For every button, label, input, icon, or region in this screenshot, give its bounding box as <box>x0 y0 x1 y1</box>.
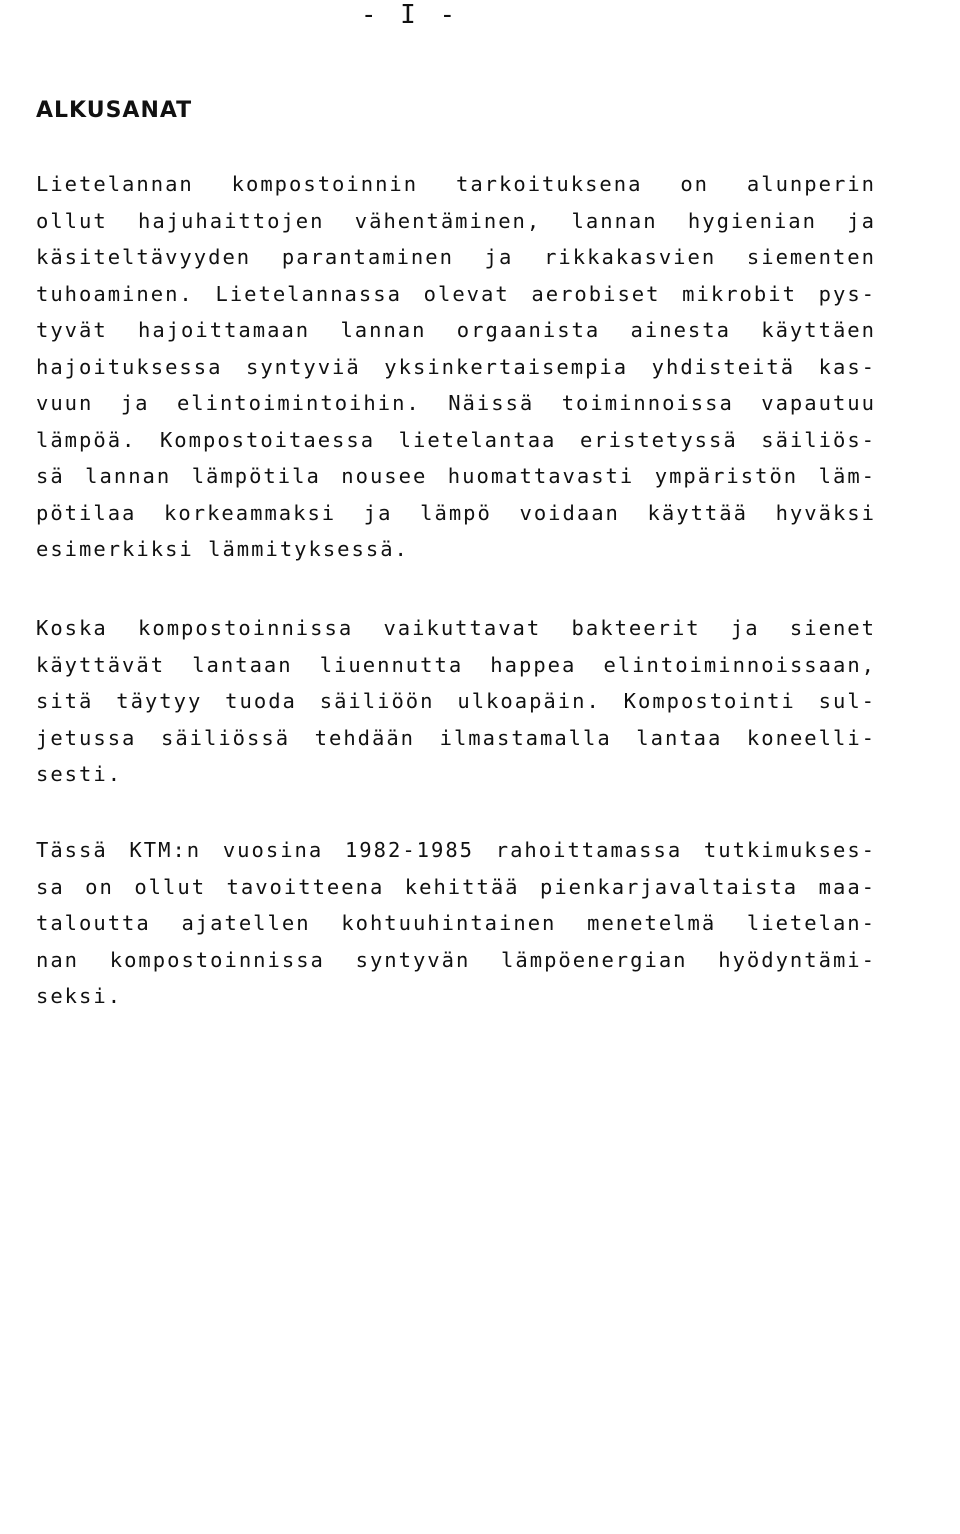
paragraph-line: sa on ollut tavoitteena kehittää pienkarjavaltaista maa- <box>36 874 876 899</box>
paragraph-line: tuhoaminen. Lietelannassa olevat aerobiset mikrobit pys- <box>36 281 876 306</box>
page-title: ALKUSANAT <box>36 98 193 123</box>
paragraph-line: sä lannan lämpötila nousee huomattavasti ympäristön läm- <box>36 464 876 488</box>
paragraph-line: seksi. <box>36 984 123 1008</box>
paragraph-line: ollut hajuhaittojen vähentäminen, lannan hygienian ja <box>36 208 876 233</box>
paragraph-line: tyvät hajoittamaan lannan orgaanista ainesta käyttäen <box>36 318 876 342</box>
paragraph-line: pötilaa korkeammaksi ja lämpö voidaan käyttää hyväksi <box>36 500 876 525</box>
paragraph-line: Koska kompostoinnissa vaikuttavat bakteerit ja sienet <box>36 616 876 640</box>
paragraph-1 <box>36 166 876 568</box>
paragraph-line: vuun ja elintoimintoihin. Näissä toiminnoissa vapautuu <box>36 391 876 415</box>
paragraph-line: nan kompostoinnissa syntyvän lämpöenergian hyödyntämi- <box>36 947 876 972</box>
paragraph-line: lämpöä. Kompostoitaessa lietelantaa eristetyssä säiliös- <box>36 427 876 452</box>
paragraph-line: sesti. <box>36 762 123 786</box>
paragraph-line: Tässä KTM:n vuosina 1982-1985 rahoittamassa tutkimukses- <box>36 838 876 862</box>
paragraph-line: hajoituksessa syntyviä yksinkertaisempia yhdisteitä kas- <box>36 354 876 379</box>
page-number: - I - <box>360 0 460 30</box>
paragraph-line: taloutta ajatellen kohtuuhintainen menetelmä lietelan- <box>36 911 876 935</box>
paragraph-line: sitä täytyy tuoda säiliöön ulkoapäin. Kompostointi sul- <box>36 689 876 713</box>
paragraph-line: käsiteltävyyden parantaminen ja rikkakasvien siementen <box>36 245 876 269</box>
paragraph-line: Lietelannan kompostoinnin tarkoituksena on alunperin <box>36 172 876 196</box>
paragraph-2 <box>36 610 876 793</box>
paragraph-line: käyttävät lantaan liuennutta happea elintoiminnoissaan, <box>36 652 876 677</box>
paragraph-line: esimerkiksi lämmityksessä. <box>36 537 409 561</box>
paragraph-line: jetussa säiliössä tehdään ilmastamalla lantaa koneelli- <box>36 725 876 750</box>
paragraph-3 <box>36 832 876 1015</box>
